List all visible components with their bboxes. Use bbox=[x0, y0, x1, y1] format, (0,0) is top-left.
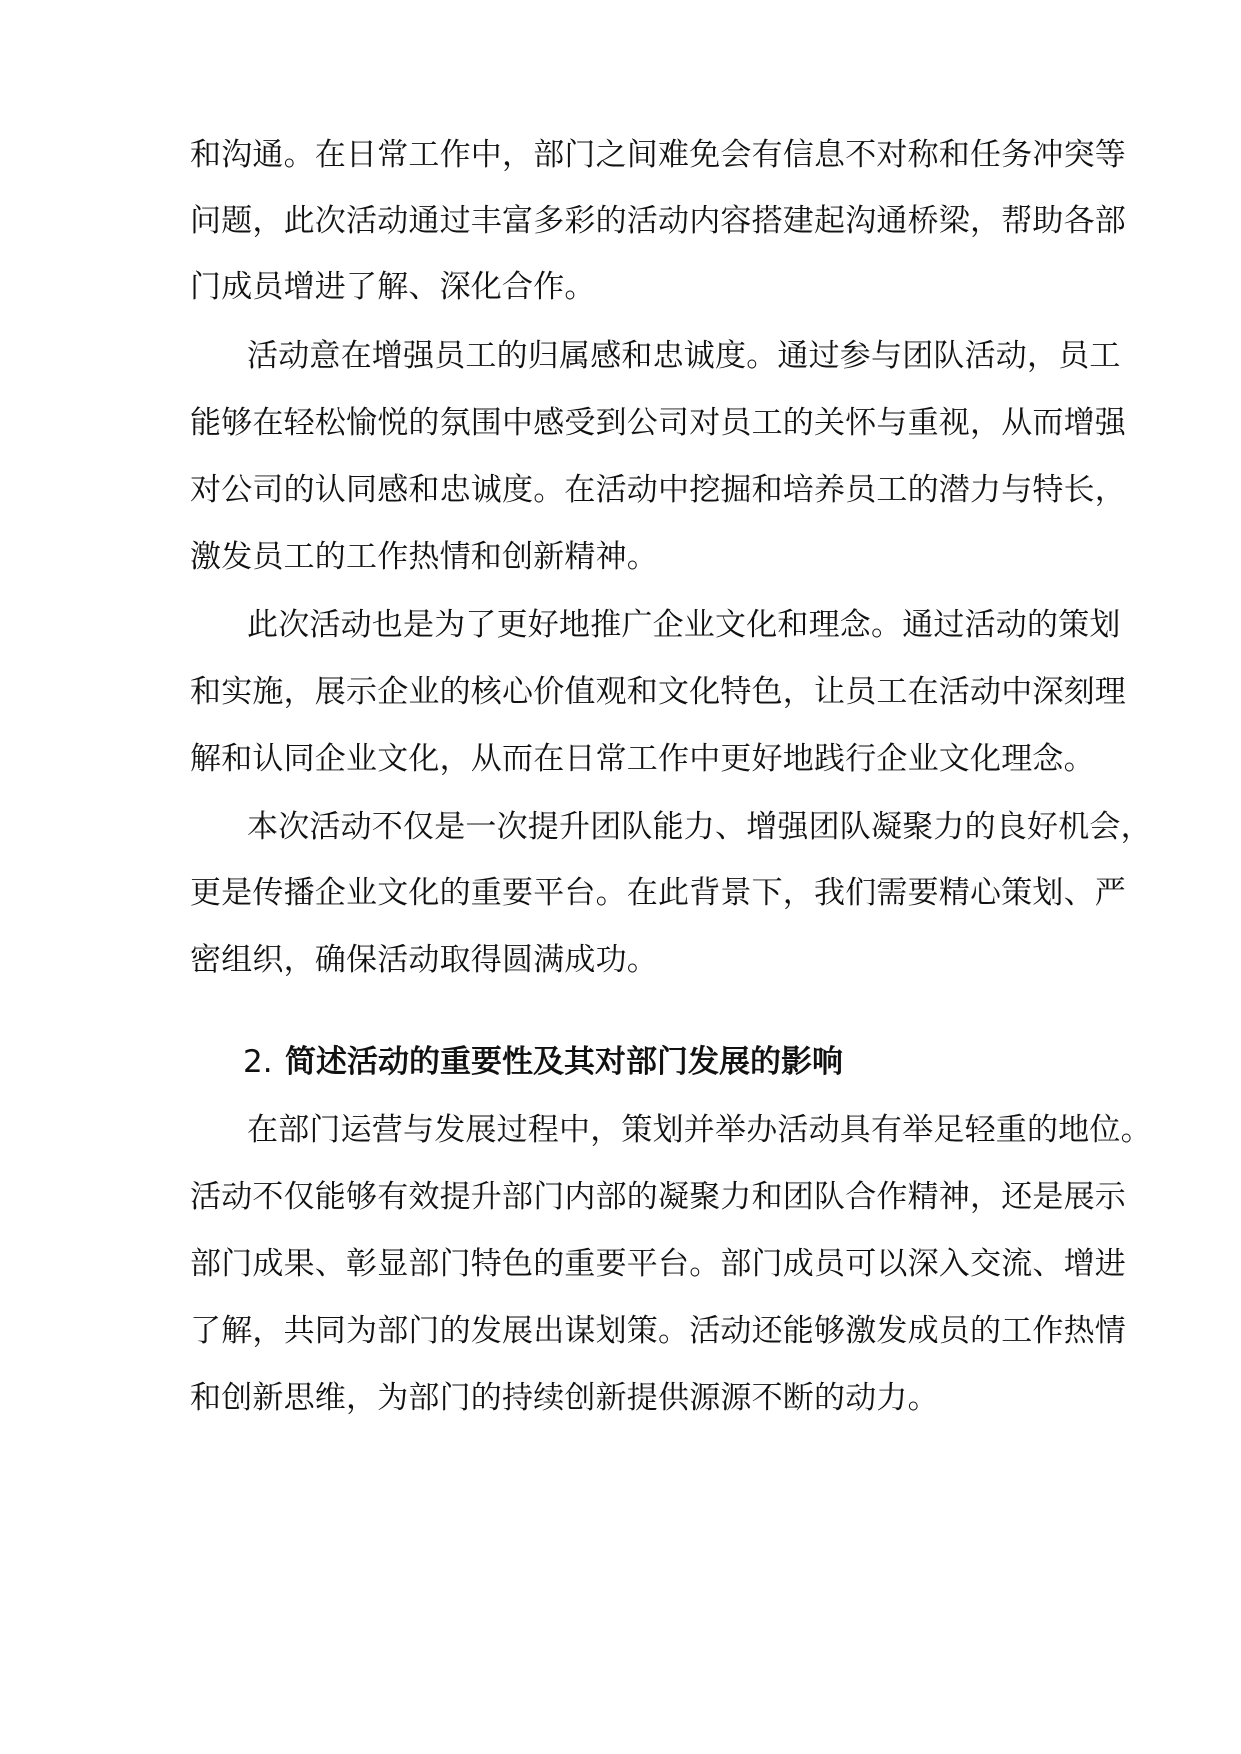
section-title: 简述活动的重要性及其对部门发展的影响 bbox=[285, 1044, 843, 1080]
paragraph-line: 和实施，展示企业的核心价值观和文化特色，让员工在活动中深刻理 bbox=[190, 674, 1126, 710]
paragraph-line: 密组织，确保活动取得圆满成功。 bbox=[190, 942, 658, 978]
paragraph-line: 对公司的认同感和忠诚度。在活动中挖掘和培养员工的潜力与特长， bbox=[190, 472, 1126, 508]
paragraph-line: 本次活动不仅是一次提升团队能力、增强团队凝聚力的良好机会， bbox=[247, 809, 1152, 845]
paragraph-line: 活动意在增强员工的归属感和忠诚度。通过参与团队活动，员工 bbox=[247, 338, 1121, 374]
paragraph-line: 此次活动也是为了更好地推广企业文化和理念。通过活动的策划 bbox=[247, 607, 1121, 643]
section-number: 2. bbox=[243, 1044, 273, 1080]
paragraph-line: 更是传播企业文化的重要平台。在此背景下，我们需要精心策划、严 bbox=[190, 875, 1126, 911]
paragraph-line: 和沟通。在日常工作中，部门之间难免会有信息不对称和任务冲突等 bbox=[190, 137, 1126, 173]
paragraph-line: 了解，共同为部门的发展出谋划策。活动还能够激发成员的工作热情 bbox=[190, 1313, 1126, 1349]
paragraph-line: 解和认同企业文化，从而在日常工作中更好地践行企业文化理念。 bbox=[190, 741, 1095, 777]
paragraph-line: 部门成果、彰显部门特色的重要平台。部门成员可以深入交流、增进 bbox=[190, 1246, 1126, 1282]
paragraph-line: 门成员增进了解、深化合作。 bbox=[190, 269, 596, 305]
paragraph-line: 在部门运营与发展过程中，策划并举办活动具有举足轻重的地位。 bbox=[247, 1112, 1152, 1148]
paragraph-line: 和创新思维，为部门的持续创新提供源源不断的动力。 bbox=[190, 1380, 939, 1416]
paragraph-line: 能够在轻松愉悦的氛围中感受到公司对员工的关怀与重视，从而增强 bbox=[190, 405, 1126, 441]
paragraph-line: 激发员工的工作热情和创新精神。 bbox=[190, 539, 658, 575]
paragraph-line: 问题，此次活动通过丰富多彩的活动内容搭建起沟通桥梁，帮助各部 bbox=[190, 203, 1126, 239]
paragraph-line: 活动不仅能够有效提升部门内部的凝聚力和团队合作精神，还是展示 bbox=[190, 1179, 1126, 1215]
section-heading bbox=[243, 1042, 1063, 1082]
